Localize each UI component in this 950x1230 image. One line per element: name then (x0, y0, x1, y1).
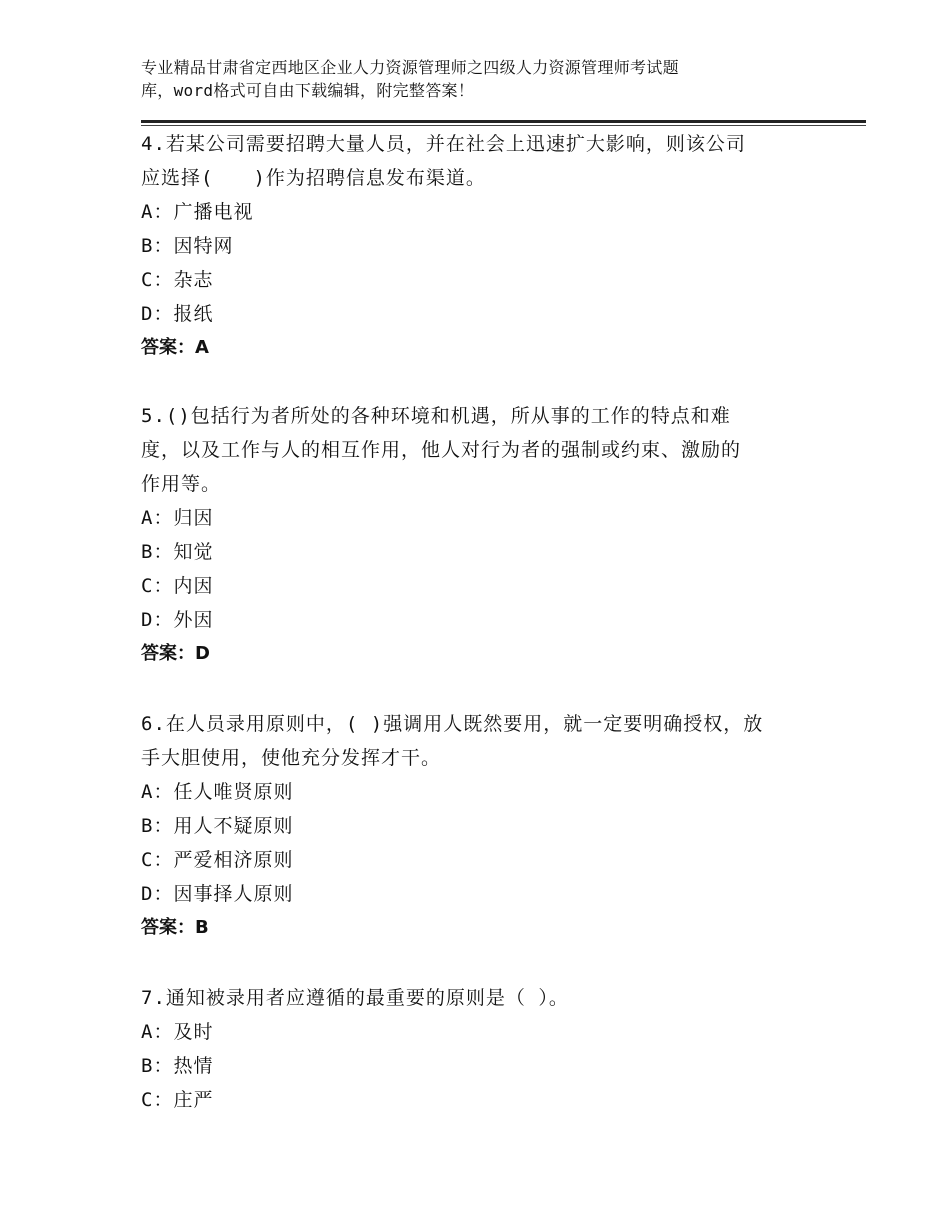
option-c: C：严爱相济原则 (141, 849, 294, 871)
question-7 (141, 981, 811, 1117)
question-stem-line: 7.通知被录用者应遵循的最重要的原则是（ ）。 (141, 987, 569, 1009)
header-rule-thin (141, 125, 866, 126)
option-a: A：广播电视 (141, 201, 254, 223)
question-4 (141, 127, 811, 365)
option-a: A：及时 (141, 1021, 214, 1043)
question-stem-line: 6.在人员录用原则中，( )强调用人既然要用，就一定要明确授权，放 (141, 713, 764, 735)
option-c: C：杂志 (141, 269, 214, 291)
question-stem-line: 手大胆使用，使他充分发挥才干。 (141, 747, 442, 769)
option-d: D：外因 (141, 609, 214, 631)
question-stem-line: 5.()包括行为者所处的各种环境和机遇，所从事的工作的特点和难 (141, 405, 731, 427)
header-rule-thick (141, 120, 866, 123)
option-c: C：内因 (141, 575, 214, 597)
question-stem-line: 作用等。 (141, 473, 222, 495)
answer: 答案：A (141, 337, 209, 358)
question-stem-line: 度，以及工作与人的相互作用，他人对行为者的强制或约束、激励的 (141, 439, 742, 461)
option-c: C：庄严 (141, 1089, 214, 1111)
question-stem-line: 4.若某公司需要招聘大量人员，并在社会上迅速扩大影响，则该公司 (141, 133, 746, 155)
option-b: B：热情 (141, 1055, 214, 1077)
option-a: A：任人唯贤原则 (141, 781, 294, 803)
option-b: B：因特网 (141, 235, 234, 257)
answer: 答案：D (141, 643, 210, 664)
question-6 (141, 707, 811, 945)
option-d: D：报纸 (141, 303, 214, 325)
header-line-2: 库，word格式可自由下载编辑，附完整答案！ (141, 81, 475, 100)
header-line-1: 专业精品甘肃省定西地区企业人力资源管理师之四级人力资源管理师考试题 (141, 58, 679, 77)
option-a: A：归因 (141, 507, 214, 529)
option-d: D：因事择人原则 (141, 883, 294, 905)
answer: 答案：B (141, 917, 209, 938)
document-header (141, 56, 841, 102)
option-b: B：知觉 (141, 541, 214, 563)
option-b: B：用人不疑原则 (141, 815, 294, 837)
question-5 (141, 399, 811, 671)
question-stem-line: 应选择( )作为招聘信息发布渠道。 (141, 167, 486, 189)
